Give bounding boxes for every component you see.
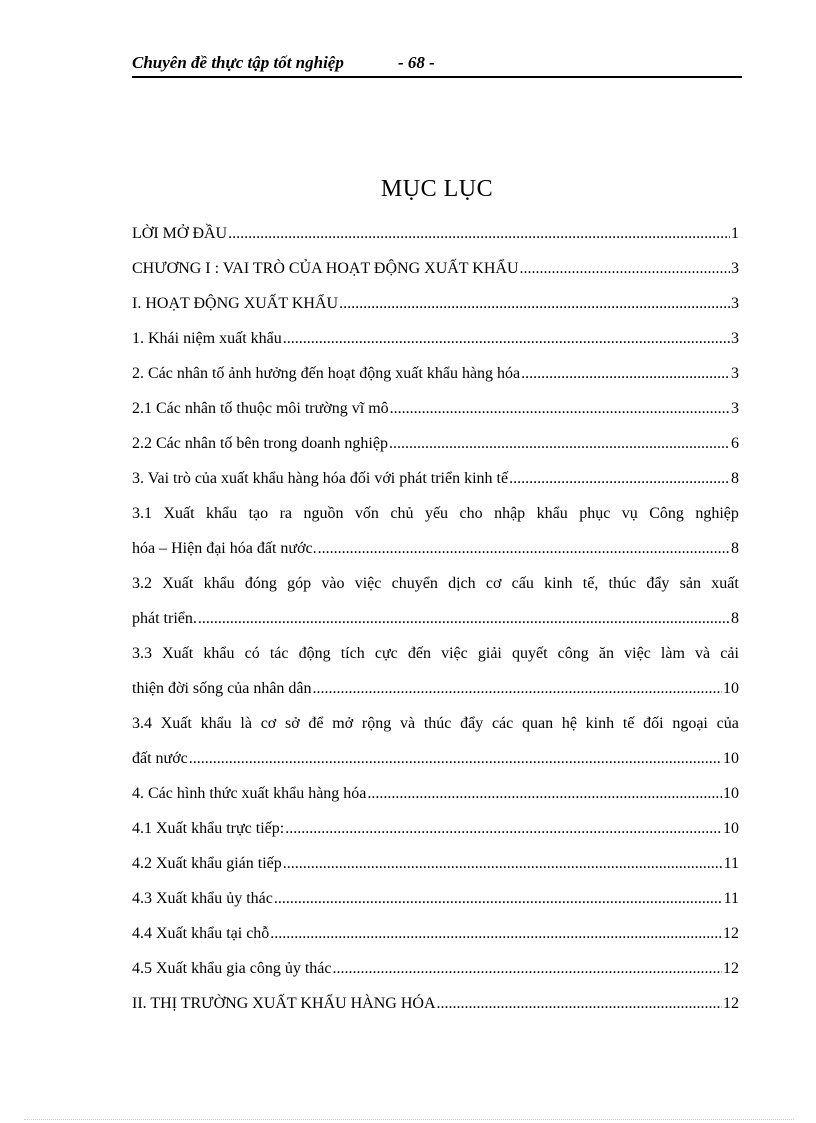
- toc-entry-page: 6: [731, 435, 739, 452]
- toc-entry-page: 10: [723, 750, 739, 767]
- word: là: [240, 715, 252, 732]
- word: việc: [354, 575, 382, 592]
- toc-entry-page: 10: [723, 785, 739, 802]
- toc-entry-title: 4.1 Xuất khẩu trực tiếp:: [132, 820, 285, 837]
- word: thúc: [608, 575, 637, 592]
- word: quan: [521, 715, 554, 732]
- word: quyết: [512, 645, 548, 662]
- toc-entry[interactable]: [132, 502, 739, 560]
- toc-entry-title: 1. Khái niệm xuất khẩu: [132, 330, 282, 347]
- word: khẩu: [203, 645, 235, 662]
- toc-entry-line: [132, 642, 739, 665]
- table-of-contents: [132, 222, 739, 1027]
- dot-leader: [285, 817, 722, 840]
- page-number: - 68 -: [398, 53, 435, 72]
- toc-entry-page: 12: [723, 960, 739, 977]
- toc-entry-title: phát triển.: [132, 610, 197, 627]
- toc-entry-page: 12: [723, 995, 739, 1012]
- toc-entry-title: II. THỊ TRƯỜNG XUẤT KHẨU HÀNG HÓA: [132, 995, 436, 1012]
- word: sở: [285, 715, 300, 732]
- word: cho: [459, 505, 483, 522]
- dot-leader: [367, 782, 722, 805]
- word: ngoại: [672, 715, 708, 732]
- word: vào: [321, 575, 345, 592]
- toc-entry-title: 2. Các nhân tố ảnh hưởng đến hoạt động xuất khẩu hàng hóa: [132, 365, 521, 382]
- toc-entry[interactable]: [132, 327, 739, 350]
- dot-leader: [521, 362, 730, 385]
- toc-entry-line: [132, 712, 739, 735]
- toc-entry-page: 1: [731, 225, 739, 242]
- toc-entry-title: I. HOẠT ĐỘNG XUẤT KHẨU: [132, 295, 339, 312]
- word: làm: [660, 645, 685, 662]
- toc-entry[interactable]: [132, 467, 739, 490]
- word: đến: [407, 645, 431, 662]
- word: tích: [340, 645, 365, 662]
- dot-leader: [339, 292, 730, 315]
- word: khẩu: [206, 505, 238, 522]
- word: đối: [643, 715, 664, 732]
- dot-leader: [189, 747, 722, 770]
- word: dịch: [448, 575, 476, 592]
- toc-entry-page: 3: [731, 295, 739, 312]
- word: khẩu: [203, 575, 235, 592]
- word: ăn: [598, 645, 615, 662]
- dot-leader: [228, 222, 730, 245]
- word: ra: [279, 505, 293, 522]
- toc-entry-page: 8: [731, 610, 739, 627]
- word: rộng: [361, 715, 392, 732]
- dot-leader: [198, 607, 730, 630]
- toc-entry[interactable]: [132, 712, 739, 770]
- word: xuất: [711, 575, 739, 592]
- word: khẩu: [200, 715, 232, 732]
- toc-entry-title: 2.1 Các nhân tố thuộc môi trường vĩ mô: [132, 400, 389, 417]
- word: góp: [287, 575, 312, 592]
- word: vốn: [354, 505, 379, 522]
- word: để: [308, 715, 324, 732]
- word: đẩy: [460, 715, 484, 732]
- toc-entry[interactable]: [132, 257, 739, 280]
- word: nghiệp: [695, 505, 739, 522]
- toc-entry-title: thiện đời sống của nhân dân: [132, 680, 312, 697]
- toc-entry-title: hóa – Hiện đại hóa đất nước.: [132, 540, 317, 557]
- dot-leader: [333, 957, 723, 980]
- toc-entry[interactable]: [132, 222, 739, 245]
- toc-entry-title: CHƯƠNG I : VAI TRÒ CỦA HOẠT ĐỘNG XUẤT KHẨU: [132, 260, 519, 277]
- toc-entry-page: 8: [731, 470, 739, 487]
- dot-leader: [283, 327, 730, 350]
- word: 3.4: [132, 715, 152, 732]
- word: việc: [624, 645, 651, 662]
- toc-heading: MỤC LỤC: [380, 176, 494, 202]
- toc-entry[interactable]: [132, 922, 739, 945]
- dot-leader: [390, 397, 730, 420]
- word: cực: [374, 645, 398, 662]
- word: phục: [579, 505, 611, 522]
- toc-entry[interactable]: [132, 782, 739, 805]
- word: nhập: [494, 505, 526, 522]
- word: và: [695, 645, 711, 662]
- toc-entry-title: đất nước: [132, 750, 188, 767]
- toc-entry[interactable]: [132, 572, 739, 630]
- dot-leader: [520, 257, 730, 280]
- word: nguồn: [303, 505, 344, 522]
- word: Công: [649, 505, 684, 522]
- word: yếu: [424, 505, 449, 522]
- dot-leader: [389, 432, 730, 455]
- word: có: [244, 645, 260, 662]
- toc-entry-title: 4.3 Xuất khẩu ủy thác: [132, 890, 273, 907]
- toc-entry[interactable]: [132, 397, 739, 420]
- word: 3.3: [132, 645, 152, 662]
- toc-entry[interactable]: [132, 362, 739, 385]
- word: công: [557, 645, 589, 662]
- page-header: [132, 52, 742, 78]
- toc-entry-page: 3: [731, 365, 739, 382]
- word: thúc: [423, 715, 452, 732]
- dot-leader: [313, 677, 722, 700]
- dot-leader: [509, 467, 730, 490]
- toc-entry-page: 8: [731, 540, 739, 557]
- toc-entry[interactable]: [132, 432, 739, 455]
- word: tạo: [248, 505, 269, 522]
- word: động: [298, 645, 331, 662]
- toc-entry-page: 11: [723, 890, 739, 907]
- word: cơ: [485, 575, 502, 592]
- word: cấu: [511, 575, 534, 592]
- toc-entry-page: 3: [731, 260, 739, 277]
- word: tế: [622, 715, 635, 732]
- word: các: [491, 715, 514, 732]
- word: chuyển: [391, 575, 438, 592]
- word: Xuất: [162, 575, 194, 592]
- page-bottom-rule: [24, 1119, 794, 1120]
- word: đóng: [244, 575, 277, 592]
- toc-entry-title: 3. Vai trò của xuất khẩu hàng hóa đối với phát triển kinh tế: [132, 470, 509, 487]
- word: 3.1: [132, 505, 152, 522]
- toc-entry-title: 2.2 Các nhân tố bên trong doanh nghiệp: [132, 435, 388, 452]
- toc-entry[interactable]: [132, 292, 739, 315]
- toc-entry-page: 11: [723, 855, 739, 872]
- toc-entry-title: LỜI MỞ ĐẦU: [132, 225, 228, 242]
- word: và: [399, 715, 416, 732]
- toc-entry[interactable]: [132, 817, 739, 840]
- toc-entry-line: [132, 572, 739, 595]
- toc-entry[interactable]: [132, 852, 739, 875]
- word: tế,: [582, 575, 599, 592]
- toc-entry-page: 10: [723, 680, 739, 697]
- document-title: Chuyên đề thực tập tốt nghiệp: [132, 53, 344, 72]
- word: mở: [332, 715, 354, 732]
- word: 3.2: [132, 575, 152, 592]
- word: đẩy: [646, 575, 670, 592]
- toc-entry-title: 4.4 Xuất khẩu tại chỗ: [132, 925, 270, 942]
- word: của: [716, 715, 739, 732]
- dot-leader: [437, 992, 722, 1015]
- dot-leader: [283, 852, 723, 875]
- toc-entry-page: 3: [731, 400, 739, 417]
- dot-leader: [318, 537, 730, 560]
- word: sản: [679, 575, 701, 592]
- word: cơ: [260, 715, 277, 732]
- toc-entry-line: [132, 502, 739, 525]
- dot-leader: [270, 922, 722, 945]
- toc-entry-page: 12: [723, 925, 739, 942]
- word: vụ: [621, 505, 638, 522]
- word: Xuất: [160, 715, 192, 732]
- toc-entry-title: 4.2 Xuất khẩu gián tiếp: [132, 855, 282, 872]
- toc-entry-title: 4. Các hình thức xuất khẩu hàng hóa: [132, 785, 367, 802]
- word: tác: [269, 645, 289, 662]
- word: khẩu: [536, 505, 568, 522]
- word: Xuất: [162, 645, 194, 662]
- toc-entry[interactable]: [132, 957, 739, 980]
- toc-entry-page: 10: [723, 820, 739, 837]
- toc-entry-page: 3: [731, 330, 739, 347]
- word: kinh: [585, 715, 615, 732]
- dot-leader: [274, 887, 723, 910]
- toc-entry-title: 4.5 Xuất khẩu gia công ủy thác: [132, 960, 332, 977]
- word: chủ: [390, 505, 414, 522]
- toc-entry[interactable]: [132, 992, 739, 1015]
- word: giải: [477, 645, 502, 662]
- toc-entry[interactable]: [132, 642, 739, 700]
- toc-entry[interactable]: [132, 887, 739, 910]
- word: cải: [720, 645, 739, 662]
- word: hệ: [561, 715, 577, 732]
- word: kinh: [544, 575, 573, 592]
- word: Xuất: [163, 505, 195, 522]
- word: việc: [441, 645, 468, 662]
